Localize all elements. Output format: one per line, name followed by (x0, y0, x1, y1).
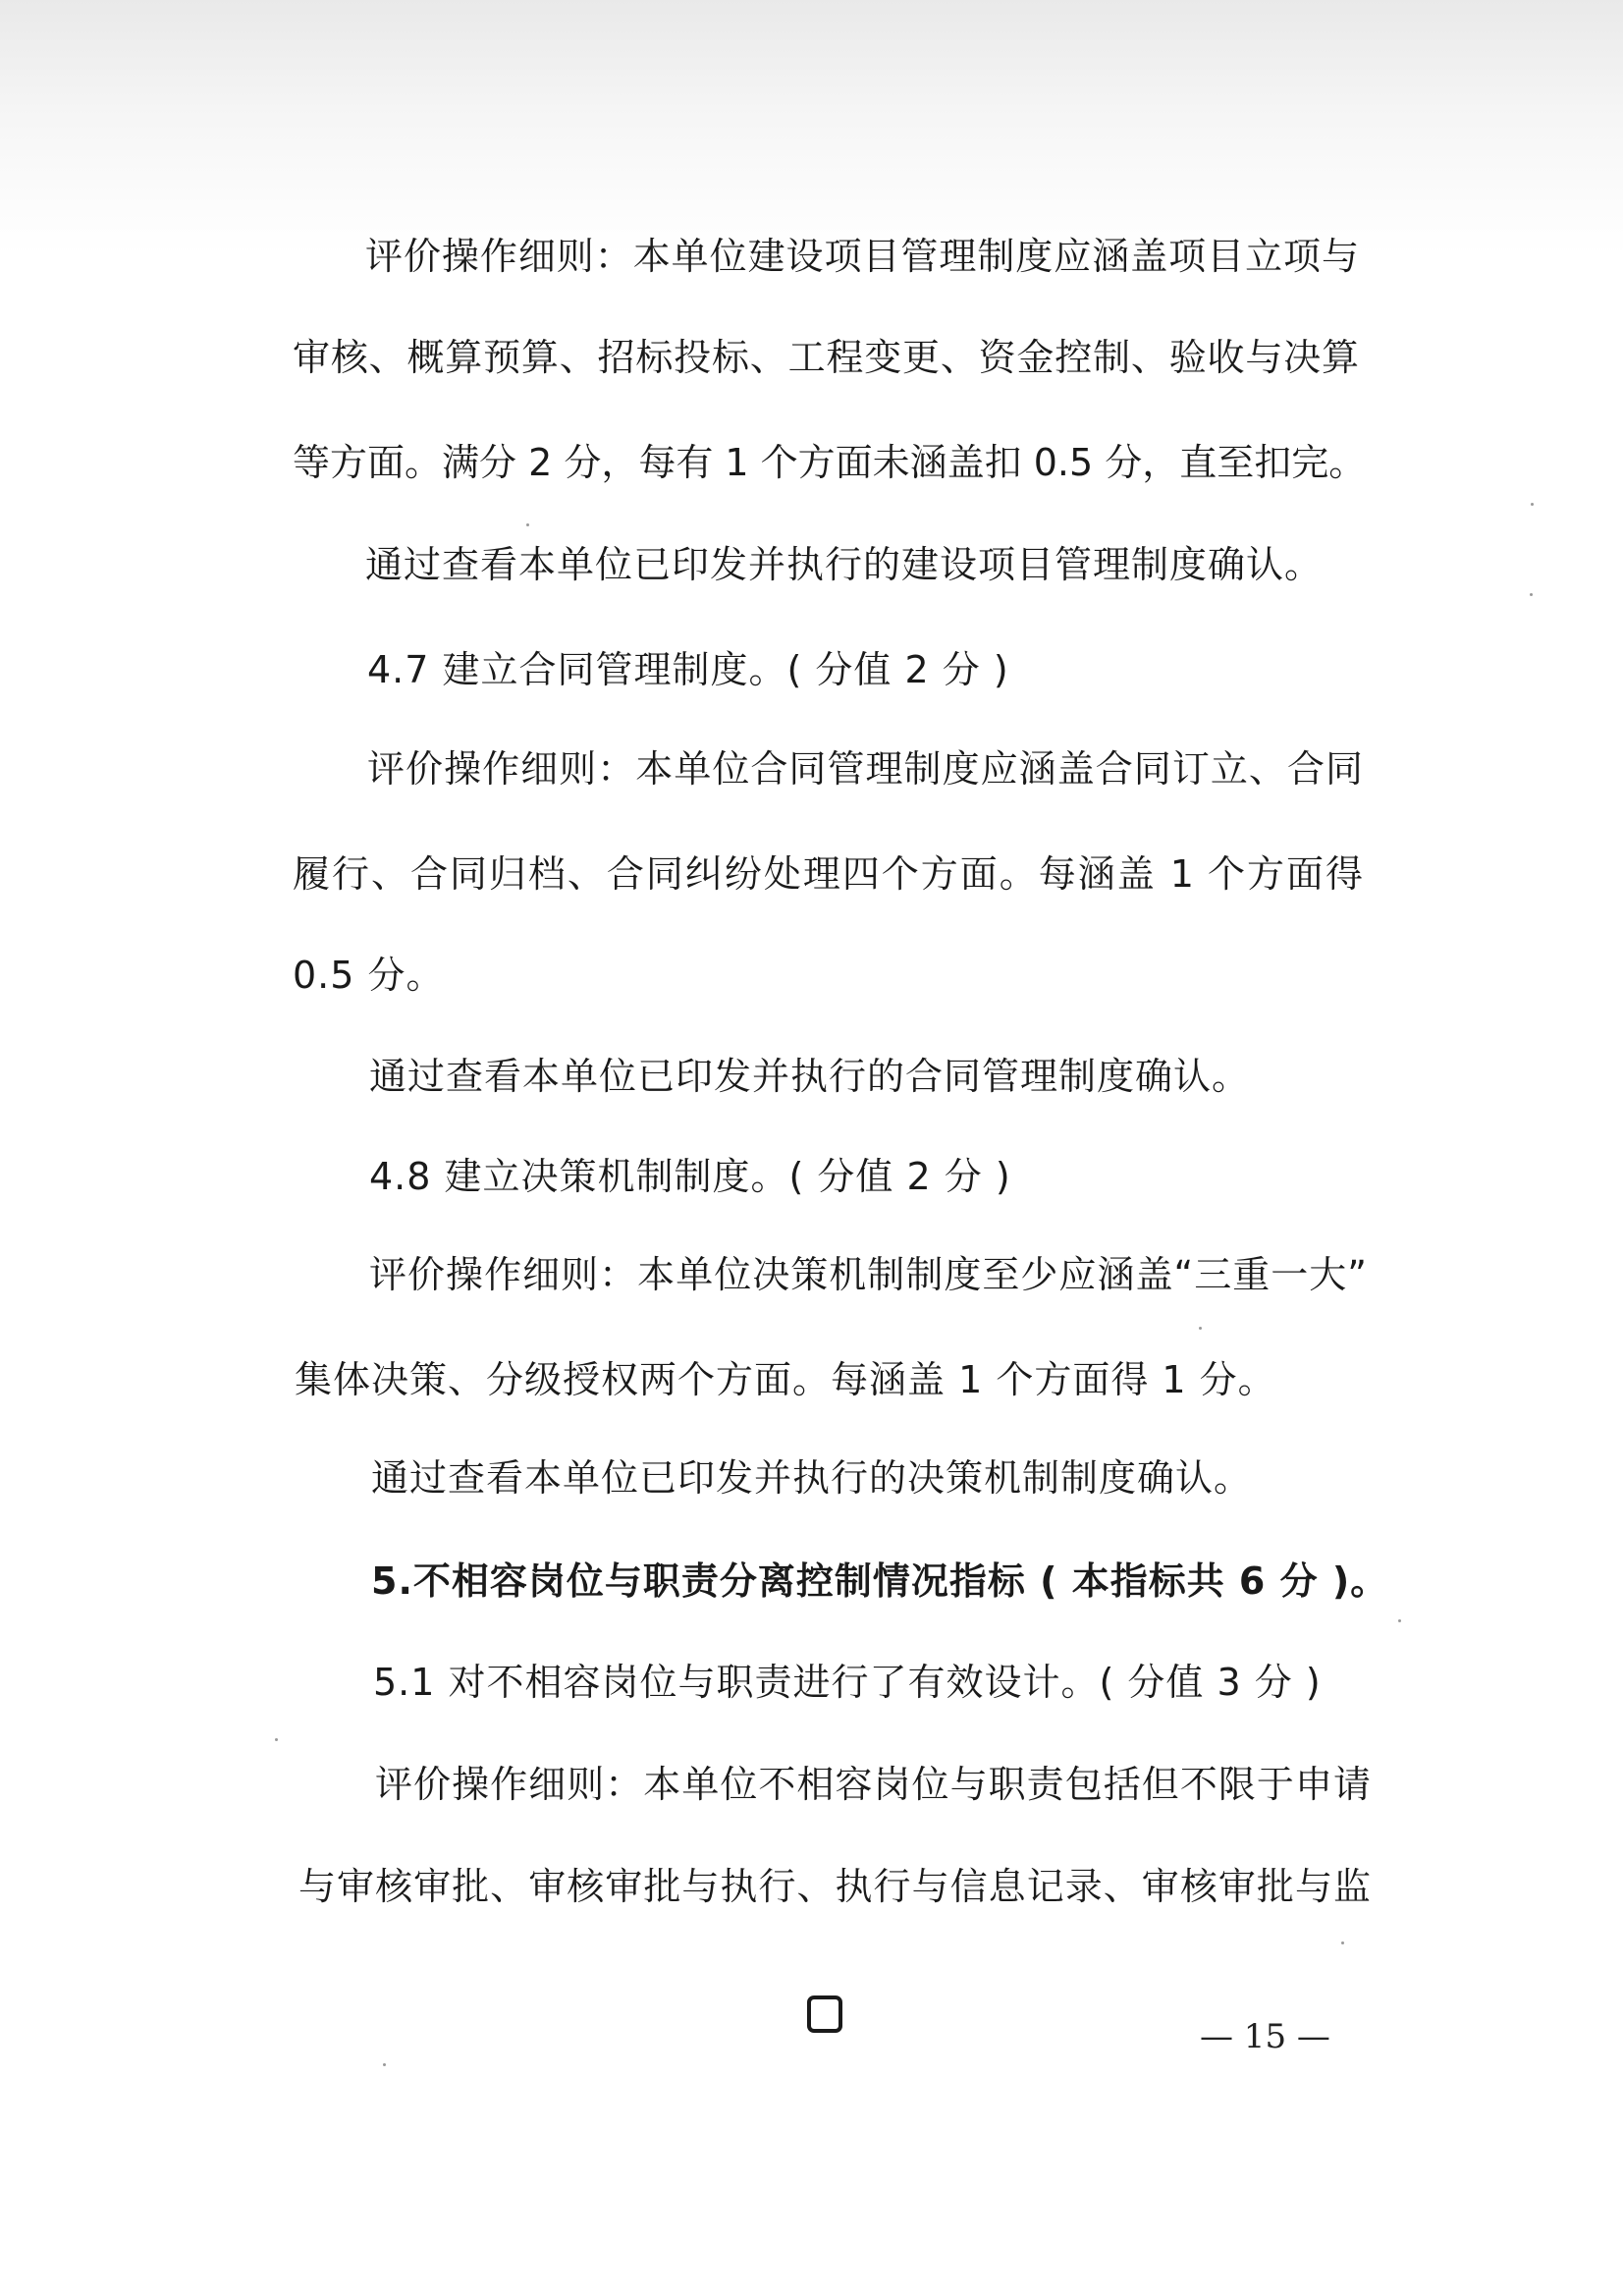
scan-speck (275, 1738, 278, 1741)
paragraph-line: 等方面。满分 2 分，每有 1 个方面未涵盖扣 0.5 分，直至扣完。 (293, 441, 1367, 484)
scan-speck (1398, 1619, 1401, 1622)
paragraph-line: 评价操作细则：本单位不相容岗位与职责包括但不限于申请 (375, 1763, 1371, 1806)
scan-speck (1341, 1941, 1344, 1944)
paragraph-line: 评价操作细则：本单位建设项目管理制度应涵盖项目立项与 (365, 235, 1359, 278)
scan-speck (526, 523, 529, 526)
section-heading-5-1: 5.1 对不相容岗位与职责进行了有效设计。( 分值 3 分 ) (373, 1661, 1322, 1704)
scan-speck (1531, 503, 1534, 506)
paragraph-line: 审核、概算预算、招标投标、工程变更、资金控制、验收与决算 (293, 336, 1359, 379)
paragraph-line: 评价操作细则：本单位决策机制制度至少应涵盖“三重一大” (369, 1253, 1367, 1296)
section-heading-5: 5.不相容岗位与职责分离控制情况指标 ( 本指标共 6 分 )。 (371, 1559, 1389, 1603)
scan-speck (1530, 593, 1533, 596)
section-heading-4-8: 4.8 建立决策机制制度。( 分值 2 分 ) (369, 1155, 1011, 1198)
paragraph-line: 集体决策、分级授权两个方面。每涵盖 1 个方面得 1 分。 (295, 1358, 1276, 1401)
paragraph-line: 通过查看本单位已印发并执行的合同管理制度确认。 (369, 1055, 1251, 1098)
scan-speck (383, 2063, 386, 2066)
paragraph-line: 通过查看本单位已印发并执行的决策机制制度确认。 (371, 1456, 1253, 1500)
section-heading-4-7: 4.7 建立合同管理制度。( 分值 2 分 ) (367, 648, 1009, 691)
paragraph-line: 通过查看本单位已印发并执行的建设项目管理制度确认。 (365, 543, 1324, 586)
checkbox-square-icon (807, 1995, 842, 2033)
scan-speck (1199, 1327, 1202, 1330)
page-number: — 15 — (1200, 2017, 1330, 2056)
paragraph-line: 与审核审批、审核审批与执行、执行与信息记录、审核审批与监 (298, 1865, 1371, 1908)
paragraph-line: 0.5 分。 (293, 954, 445, 997)
paragraph-line: 履行、合同归档、合同纠纷处理四个方面。每涵盖 1 个方面得 (293, 852, 1363, 896)
paragraph-line: 评价操作细则：本单位合同管理制度应涵盖合同订立、合同 (367, 747, 1363, 791)
